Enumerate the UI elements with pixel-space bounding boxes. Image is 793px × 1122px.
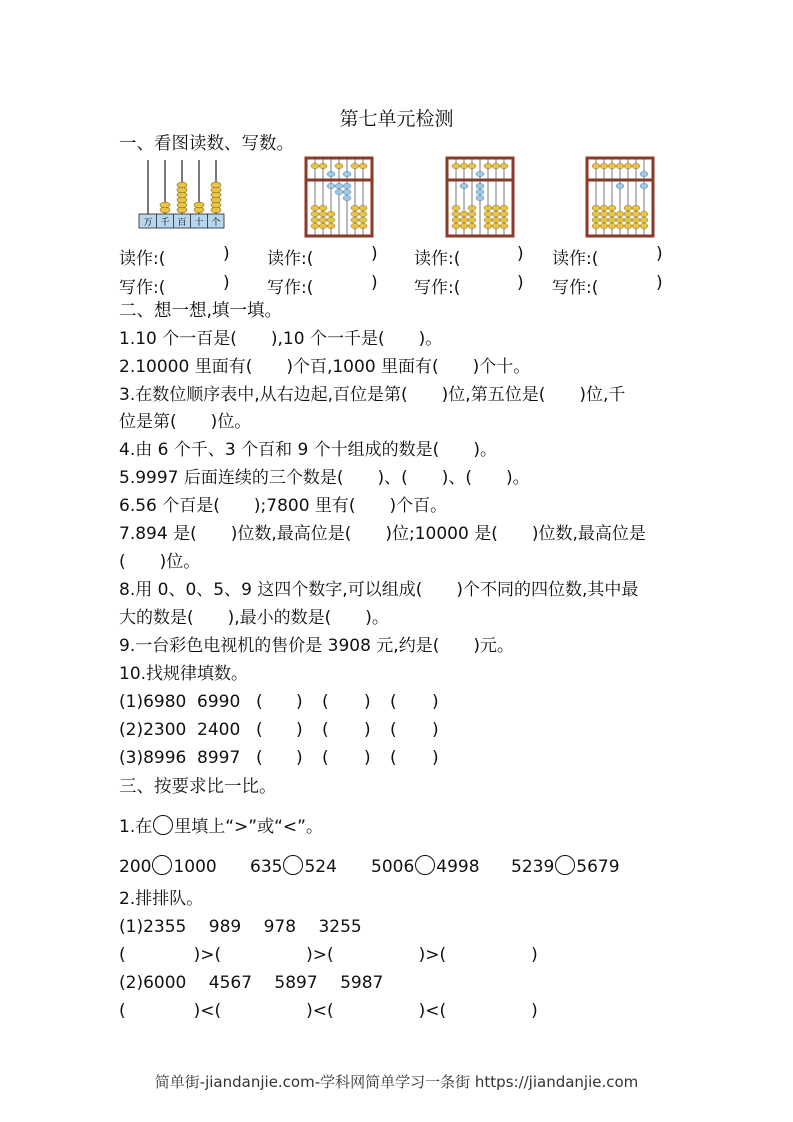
pattern-1-blank-close: ) xyxy=(432,692,439,712)
pattern-2-first: (2)2300 xyxy=(119,720,187,740)
question-2: 2.10000 里面有( )个百,1000 里面有( )个十。 xyxy=(119,357,531,377)
pattern-3-first: (3)8996 xyxy=(119,748,187,768)
page-footer: 简单街-jiandanjie.com-学科网简单学习一条街 https://jiandanjie.com xyxy=(154,1073,639,1091)
pattern-2-blank-close: ) xyxy=(432,720,439,740)
rod-counter xyxy=(139,160,224,228)
question-1: 1.10 个一百是( ),10 个一千是( )。 xyxy=(119,329,443,349)
page-title: 第七单元检测 xyxy=(339,108,454,130)
question-9: 9.一台彩色电视机的售价是 3908 元,约是( )元。 xyxy=(119,636,514,656)
question-10: 10.找规律填数。 xyxy=(119,664,249,684)
write-label-1: 写作:( xyxy=(119,278,166,298)
write-close-1: ) xyxy=(223,273,230,293)
pattern-1-blank-close: ) xyxy=(364,692,371,712)
pattern-1-blank-close: ) xyxy=(296,692,303,712)
compare-instruction xyxy=(119,815,323,838)
pattern-3-blank-open: ( xyxy=(256,748,263,768)
write-close-2: ) xyxy=(371,273,378,293)
compare-left: 5006 xyxy=(371,857,415,877)
section2-heading: 二、想一想,填一填。 xyxy=(119,301,283,321)
compare-circle-blank[interactable] xyxy=(283,855,303,875)
read-label-3: 读作:( xyxy=(414,249,461,269)
pattern-2-blank-close: ) xyxy=(364,720,371,740)
question-7-line-1: 7.894 是( )位数,最高位是( )位;10000 是( )位数,最高位是 xyxy=(119,524,646,544)
read-close-3: ) xyxy=(517,244,524,264)
place-label-qian: 千 xyxy=(160,218,170,228)
place-label-wan: 万 xyxy=(143,218,153,228)
write-label-3: 写作:( xyxy=(414,278,461,298)
sort-2-blanks: ( )<( )<( )<( ) xyxy=(119,1001,538,1021)
abacus-1 xyxy=(306,158,372,236)
pattern-1-second: 6990 xyxy=(197,692,241,712)
sort-2-numbers: (2)6000 4567 5897 5987 xyxy=(119,973,384,993)
question-3-line-2: 位是第( )位。 xyxy=(119,412,252,432)
abacus-3 xyxy=(587,158,653,236)
place-label-shi: 十 xyxy=(194,218,204,228)
sort-1-numbers: (1)2355 989 978 3255 xyxy=(119,917,362,937)
question-4: 4.由 6 个千、3 个百和 9 个十组成的数是( )。 xyxy=(119,440,497,460)
question-6: 6.56 个百是( );7800 里有( )个百。 xyxy=(119,496,448,516)
write-label-2: 写作:( xyxy=(267,278,314,298)
pattern-1-blank-open: ( xyxy=(256,692,263,712)
sort-1-blanks: ( )>( )>( )>( ) xyxy=(119,945,538,965)
section1-heading: 一、看图读数、写数。 xyxy=(119,134,294,154)
pattern-3-blank-close: ) xyxy=(432,748,439,768)
comparison-1 xyxy=(119,855,217,877)
pattern-2-blank-close: ) xyxy=(296,720,303,740)
comparison-2 xyxy=(250,855,337,877)
comparison-4 xyxy=(511,855,620,877)
compare-circle-blank[interactable] xyxy=(152,855,172,875)
compare-left: 5239 xyxy=(511,857,555,877)
pattern-1-blank-open: ( xyxy=(322,692,329,712)
pattern-3-second: 8997 xyxy=(197,748,241,768)
pattern-1-first: (1)6980 xyxy=(119,692,187,712)
write-label-4: 写作:( xyxy=(552,278,599,298)
pattern-3-blank-open: ( xyxy=(322,748,329,768)
pattern-3-blank-close: ) xyxy=(364,748,371,768)
pattern-1-blank-open: ( xyxy=(390,692,397,712)
pattern-3-blank-close: ) xyxy=(296,748,303,768)
write-close-4: ) xyxy=(656,273,663,293)
compare-instruction-prefix: 1.在 xyxy=(119,817,153,837)
read-label-2: 读作:( xyxy=(267,249,314,269)
compare-instruction-suffix: 里填上“>”或“<”。 xyxy=(174,817,323,837)
read-label-1: 读作:( xyxy=(119,249,166,269)
section3-heading: 三、按要求比一比。 xyxy=(119,777,277,797)
read-close-2: ) xyxy=(371,244,378,264)
question-8-line-2: 大的数是( ),最小的数是( )。 xyxy=(119,608,389,628)
compare-circle-blank[interactable] xyxy=(415,855,435,875)
pattern-2-blank-open: ( xyxy=(390,720,397,740)
question-3-line-1: 3.在数位顺序表中,从右边起,百位是第( )位,第五位是( )位,千 xyxy=(119,385,626,405)
compare-left: 635 xyxy=(250,857,283,877)
question-7-line-2: ( )位。 xyxy=(119,552,201,572)
abacus-2 xyxy=(447,158,513,236)
pattern-2-blank-open: ( xyxy=(322,720,329,740)
compare-right: 5679 xyxy=(576,857,620,877)
pattern-3-blank-open: ( xyxy=(390,748,397,768)
compare-circle-blank[interactable] xyxy=(555,855,575,875)
sort-question: 2.排排队。 xyxy=(119,889,204,909)
place-label-ge: 个 xyxy=(211,218,221,228)
pattern-2-second: 2400 xyxy=(197,720,241,740)
comparison-3 xyxy=(371,855,480,877)
read-close-1: ) xyxy=(223,244,230,264)
read-label-4: 读作:( xyxy=(552,249,599,269)
circle-icon xyxy=(153,815,173,835)
write-close-3: ) xyxy=(517,273,524,293)
compare-right: 524 xyxy=(304,857,337,877)
place-label-bai: 百 xyxy=(177,218,187,228)
abacus-illustrations xyxy=(136,156,676,240)
question-5: 5.9997 后面连续的三个数是( )、( )、( )。 xyxy=(119,468,530,488)
compare-right: 4998 xyxy=(436,857,480,877)
compare-left: 200 xyxy=(119,857,152,877)
read-close-4: ) xyxy=(656,244,663,264)
compare-right: 1000 xyxy=(173,857,217,877)
pattern-2-blank-open: ( xyxy=(256,720,263,740)
question-8-line-1: 8.用 0、0、5、9 这四个数字,可以组成( )个不同的四位数,其中最 xyxy=(119,580,639,600)
